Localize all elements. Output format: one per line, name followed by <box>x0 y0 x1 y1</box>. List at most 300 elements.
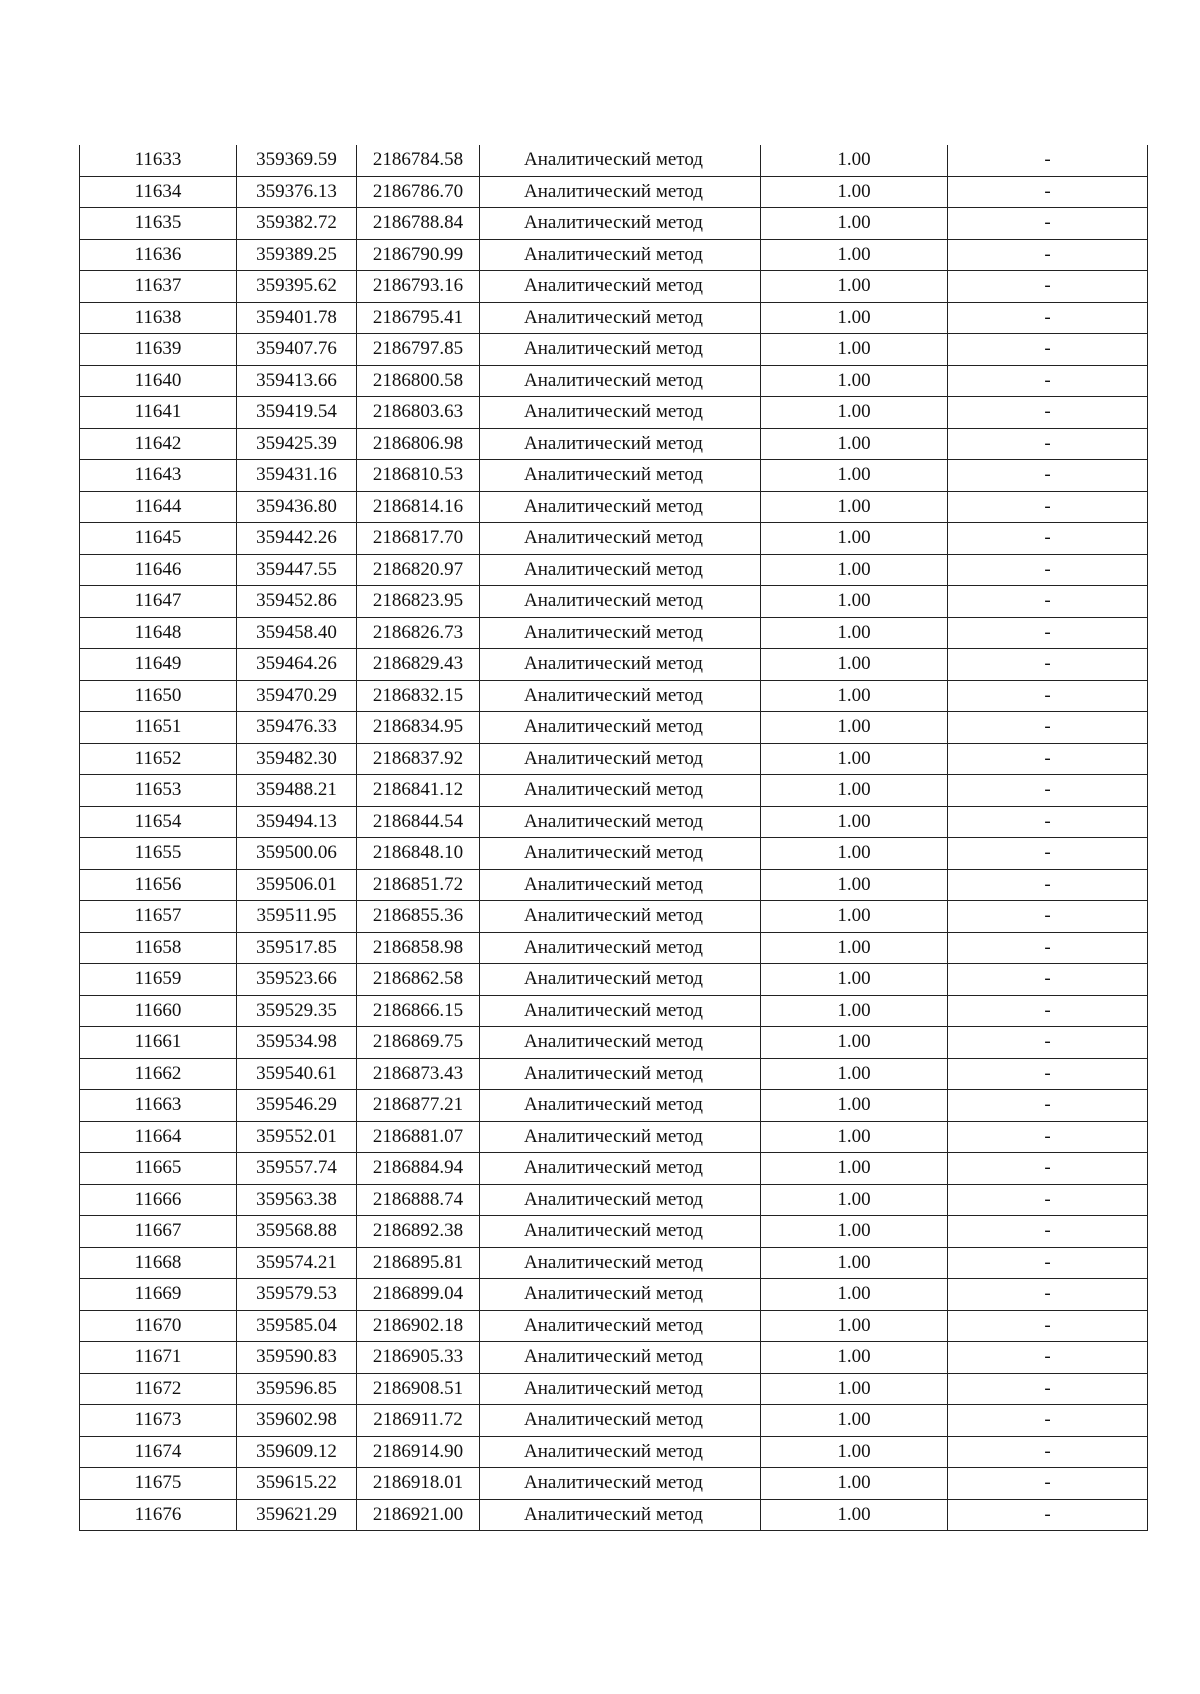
y-coordinate-cell: 2186829.43 <box>357 649 480 681</box>
accuracy-cell: 1.00 <box>761 1247 948 1279</box>
table-row <box>80 869 1148 901</box>
method-cell: Аналитический метод <box>480 176 761 208</box>
accuracy-cell: 1.00 <box>761 932 948 964</box>
point-number-cell: 11642 <box>80 428 237 460</box>
table-row <box>80 1342 1148 1374</box>
y-coordinate-cell: 2186911.72 <box>357 1405 480 1437</box>
accuracy-cell: 1.00 <box>761 554 948 586</box>
point-number-cell: 11659 <box>80 964 237 996</box>
accuracy-cell: 1.00 <box>761 208 948 240</box>
y-coordinate-cell: 2186902.18 <box>357 1310 480 1342</box>
point-number-cell: 11644 <box>80 491 237 523</box>
note-cell: - <box>948 460 1148 492</box>
x-coordinate-cell: 359488.21 <box>237 775 357 807</box>
note-cell: - <box>948 1027 1148 1059</box>
y-coordinate-cell: 2186881.07 <box>357 1121 480 1153</box>
point-number-cell: 11670 <box>80 1310 237 1342</box>
table-row <box>80 491 1148 523</box>
table-row <box>80 712 1148 744</box>
table-row <box>80 271 1148 303</box>
x-coordinate-cell: 359574.21 <box>237 1247 357 1279</box>
table-row <box>80 334 1148 366</box>
note-cell: - <box>948 1184 1148 1216</box>
y-coordinate-cell: 2186832.15 <box>357 680 480 712</box>
point-number-cell: 11666 <box>80 1184 237 1216</box>
accuracy-cell: 1.00 <box>761 680 948 712</box>
x-coordinate-cell: 359376.13 <box>237 176 357 208</box>
note-cell: - <box>948 586 1148 618</box>
point-number-cell: 11638 <box>80 302 237 334</box>
table-row <box>80 302 1148 334</box>
note-cell: - <box>948 1310 1148 1342</box>
method-cell: Аналитический метод <box>480 554 761 586</box>
table-row <box>80 176 1148 208</box>
y-coordinate-cell: 2186918.01 <box>357 1468 480 1500</box>
method-cell: Аналитический метод <box>480 649 761 681</box>
point-number-cell: 11662 <box>80 1058 237 1090</box>
x-coordinate-cell: 359621.29 <box>237 1499 357 1531</box>
y-coordinate-cell: 2186877.21 <box>357 1090 480 1122</box>
y-coordinate-cell: 2186914.90 <box>357 1436 480 1468</box>
x-coordinate-cell: 359464.26 <box>237 649 357 681</box>
table-row <box>80 964 1148 996</box>
note-cell: - <box>948 617 1148 649</box>
y-coordinate-cell: 2186797.85 <box>357 334 480 366</box>
method-cell: Аналитический метод <box>480 586 761 618</box>
accuracy-cell: 1.00 <box>761 1342 948 1374</box>
point-number-cell: 11652 <box>80 743 237 775</box>
point-number-cell: 11639 <box>80 334 237 366</box>
accuracy-cell: 1.00 <box>761 1279 948 1311</box>
accuracy-cell: 1.00 <box>761 1499 948 1531</box>
method-cell: Аналитический метод <box>480 208 761 240</box>
x-coordinate-cell: 359476.33 <box>237 712 357 744</box>
method-cell: Аналитический метод <box>480 1247 761 1279</box>
accuracy-cell: 1.00 <box>761 1216 948 1248</box>
accuracy-cell: 1.00 <box>761 397 948 429</box>
accuracy-cell: 1.00 <box>761 460 948 492</box>
accuracy-cell: 1.00 <box>761 1090 948 1122</box>
y-coordinate-cell: 2186820.97 <box>357 554 480 586</box>
x-coordinate-cell: 359458.40 <box>237 617 357 649</box>
x-coordinate-cell: 359511.95 <box>237 901 357 933</box>
point-number-cell: 11657 <box>80 901 237 933</box>
note-cell: - <box>948 1247 1148 1279</box>
method-cell: Аналитический метод <box>480 239 761 271</box>
point-number-cell: 11663 <box>80 1090 237 1122</box>
accuracy-cell: 1.00 <box>761 1153 948 1185</box>
x-coordinate-cell: 359552.01 <box>237 1121 357 1153</box>
x-coordinate-cell: 359452.86 <box>237 586 357 618</box>
table-row <box>80 1499 1148 1531</box>
table-row <box>80 649 1148 681</box>
point-number-cell: 11671 <box>80 1342 237 1374</box>
accuracy-cell: 1.00 <box>761 964 948 996</box>
table-row <box>80 995 1148 1027</box>
note-cell: - <box>948 397 1148 429</box>
note-cell: - <box>948 995 1148 1027</box>
coordinates-table <box>79 145 1148 1531</box>
point-number-cell: 11640 <box>80 365 237 397</box>
method-cell: Аналитический метод <box>480 334 761 366</box>
note-cell: - <box>948 365 1148 397</box>
accuracy-cell: 1.00 <box>761 995 948 1027</box>
method-cell: Аналитический метод <box>480 932 761 964</box>
x-coordinate-cell: 359596.85 <box>237 1373 357 1405</box>
table-row <box>80 617 1148 649</box>
method-cell: Аналитический метод <box>480 428 761 460</box>
point-number-cell: 11641 <box>80 397 237 429</box>
y-coordinate-cell: 2186855.36 <box>357 901 480 933</box>
y-coordinate-cell: 2186806.98 <box>357 428 480 460</box>
note-cell: - <box>948 271 1148 303</box>
accuracy-cell: 1.00 <box>761 869 948 901</box>
note-cell: - <box>948 869 1148 901</box>
table-row <box>80 1216 1148 1248</box>
x-coordinate-cell: 359436.80 <box>237 491 357 523</box>
x-coordinate-cell: 359579.53 <box>237 1279 357 1311</box>
note-cell: - <box>948 176 1148 208</box>
x-coordinate-cell: 359389.25 <box>237 239 357 271</box>
y-coordinate-cell: 2186837.92 <box>357 743 480 775</box>
note-cell: - <box>948 964 1148 996</box>
table-row <box>80 1436 1148 1468</box>
x-coordinate-cell: 359563.38 <box>237 1184 357 1216</box>
accuracy-cell: 1.00 <box>761 334 948 366</box>
x-coordinate-cell: 359413.66 <box>237 365 357 397</box>
x-coordinate-cell: 359602.98 <box>237 1405 357 1437</box>
x-coordinate-cell: 359407.76 <box>237 334 357 366</box>
y-coordinate-cell: 2186823.95 <box>357 586 480 618</box>
x-coordinate-cell: 359431.16 <box>237 460 357 492</box>
table-row <box>80 1153 1148 1185</box>
method-cell: Аналитический метод <box>480 1058 761 1090</box>
method-cell: Аналитический метод <box>480 1216 761 1248</box>
x-coordinate-cell: 359557.74 <box>237 1153 357 1185</box>
y-coordinate-cell: 2186795.41 <box>357 302 480 334</box>
table-row <box>80 901 1148 933</box>
point-number-cell: 11655 <box>80 838 237 870</box>
y-coordinate-cell: 2186810.53 <box>357 460 480 492</box>
y-coordinate-cell: 2186800.58 <box>357 365 480 397</box>
x-coordinate-cell: 359500.06 <box>237 838 357 870</box>
point-number-cell: 11665 <box>80 1153 237 1185</box>
y-coordinate-cell: 2186908.51 <box>357 1373 480 1405</box>
point-number-cell: 11645 <box>80 523 237 555</box>
table-row <box>80 1027 1148 1059</box>
method-cell: Аналитический метод <box>480 838 761 870</box>
method-cell: Аналитический метод <box>480 271 761 303</box>
method-cell: Аналитический метод <box>480 901 761 933</box>
table-row <box>80 1468 1148 1500</box>
method-cell: Аналитический метод <box>480 397 761 429</box>
accuracy-cell: 1.00 <box>761 1184 948 1216</box>
accuracy-cell: 1.00 <box>761 1027 948 1059</box>
method-cell: Аналитический метод <box>480 1121 761 1153</box>
note-cell: - <box>948 1279 1148 1311</box>
x-coordinate-cell: 359534.98 <box>237 1027 357 1059</box>
x-coordinate-cell: 359546.29 <box>237 1090 357 1122</box>
note-cell: - <box>948 208 1148 240</box>
x-coordinate-cell: 359419.54 <box>237 397 357 429</box>
table-row <box>80 586 1148 618</box>
accuracy-cell: 1.00 <box>761 617 948 649</box>
accuracy-cell: 1.00 <box>761 1373 948 1405</box>
accuracy-cell: 1.00 <box>761 365 948 397</box>
note-cell: - <box>948 1373 1148 1405</box>
point-number-cell: 11647 <box>80 586 237 618</box>
y-coordinate-cell: 2186817.70 <box>357 523 480 555</box>
accuracy-cell: 1.00 <box>761 901 948 933</box>
accuracy-cell: 1.00 <box>761 1058 948 1090</box>
table-row <box>80 365 1148 397</box>
table-row <box>80 838 1148 870</box>
y-coordinate-cell: 2186858.98 <box>357 932 480 964</box>
table-row <box>80 1279 1148 1311</box>
note-cell: - <box>948 334 1148 366</box>
point-number-cell: 11649 <box>80 649 237 681</box>
method-cell: Аналитический метод <box>480 1373 761 1405</box>
table-row <box>80 1121 1148 1153</box>
accuracy-cell: 1.00 <box>761 806 948 838</box>
accuracy-cell: 1.00 <box>761 176 948 208</box>
point-number-cell: 11636 <box>80 239 237 271</box>
table-row <box>80 1310 1148 1342</box>
y-coordinate-cell: 2186866.15 <box>357 995 480 1027</box>
table-row <box>80 806 1148 838</box>
note-cell: - <box>948 1342 1148 1374</box>
y-coordinate-cell: 2186899.04 <box>357 1279 480 1311</box>
x-coordinate-cell: 359401.78 <box>237 302 357 334</box>
note-cell: - <box>948 1058 1148 1090</box>
method-cell: Аналитический метод <box>480 1027 761 1059</box>
x-coordinate-cell: 359395.62 <box>237 271 357 303</box>
table-row <box>80 460 1148 492</box>
x-coordinate-cell: 359529.35 <box>237 995 357 1027</box>
y-coordinate-cell: 2186851.72 <box>357 869 480 901</box>
x-coordinate-cell: 359506.01 <box>237 869 357 901</box>
note-cell: - <box>948 806 1148 838</box>
note-cell: - <box>948 649 1148 681</box>
y-coordinate-cell: 2186790.99 <box>357 239 480 271</box>
x-coordinate-cell: 359523.66 <box>237 964 357 996</box>
table-row <box>80 1090 1148 1122</box>
note-cell: - <box>948 901 1148 933</box>
y-coordinate-cell: 2186892.38 <box>357 1216 480 1248</box>
method-cell: Аналитический метод <box>480 775 761 807</box>
method-cell: Аналитический метод <box>480 1499 761 1531</box>
point-number-cell: 11675 <box>80 1468 237 1500</box>
point-number-cell: 11633 <box>80 145 237 176</box>
y-coordinate-cell: 2186834.95 <box>357 712 480 744</box>
table-row <box>80 428 1148 460</box>
point-number-cell: 11668 <box>80 1247 237 1279</box>
point-number-cell: 11648 <box>80 617 237 649</box>
x-coordinate-cell: 359585.04 <box>237 1310 357 1342</box>
table-row <box>80 932 1148 964</box>
method-cell: Аналитический метод <box>480 995 761 1027</box>
method-cell: Аналитический метод <box>480 1468 761 1500</box>
method-cell: Аналитический метод <box>480 1310 761 1342</box>
accuracy-cell: 1.00 <box>761 523 948 555</box>
accuracy-cell: 1.00 <box>761 775 948 807</box>
note-cell: - <box>948 1405 1148 1437</box>
method-cell: Аналитический метод <box>480 1279 761 1311</box>
method-cell: Аналитический метод <box>480 680 761 712</box>
method-cell: Аналитический метод <box>480 491 761 523</box>
x-coordinate-cell: 359494.13 <box>237 806 357 838</box>
method-cell: Аналитический метод <box>480 302 761 334</box>
method-cell: Аналитический метод <box>480 964 761 996</box>
note-cell: - <box>948 554 1148 586</box>
point-number-cell: 11673 <box>80 1405 237 1437</box>
x-coordinate-cell: 359382.72 <box>237 208 357 240</box>
y-coordinate-cell: 2186793.16 <box>357 271 480 303</box>
y-coordinate-cell: 2186788.84 <box>357 208 480 240</box>
note-cell: - <box>948 302 1148 334</box>
method-cell: Аналитический метод <box>480 743 761 775</box>
note-cell: - <box>948 1468 1148 1500</box>
method-cell: Аналитический метод <box>480 523 761 555</box>
y-coordinate-cell: 2186844.54 <box>357 806 480 838</box>
table-row <box>80 554 1148 586</box>
note-cell: - <box>948 680 1148 712</box>
accuracy-cell: 1.00 <box>761 271 948 303</box>
note-cell: - <box>948 932 1148 964</box>
point-number-cell: 11667 <box>80 1216 237 1248</box>
x-coordinate-cell: 359615.22 <box>237 1468 357 1500</box>
accuracy-cell: 1.00 <box>761 1468 948 1500</box>
note-cell: - <box>948 1153 1148 1185</box>
method-cell: Аналитический метод <box>480 1405 761 1437</box>
point-number-cell: 11650 <box>80 680 237 712</box>
table-row <box>80 743 1148 775</box>
method-cell: Аналитический метод <box>480 145 761 176</box>
y-coordinate-cell: 2186784.58 <box>357 145 480 176</box>
note-cell: - <box>948 1121 1148 1153</box>
note-cell: - <box>948 743 1148 775</box>
point-number-cell: 11651 <box>80 712 237 744</box>
point-number-cell: 11634 <box>80 176 237 208</box>
point-number-cell: 11637 <box>80 271 237 303</box>
accuracy-cell: 1.00 <box>761 428 948 460</box>
point-number-cell: 11654 <box>80 806 237 838</box>
method-cell: Аналитический метод <box>480 617 761 649</box>
accuracy-cell: 1.00 <box>761 1121 948 1153</box>
y-coordinate-cell: 2186921.00 <box>357 1499 480 1531</box>
x-coordinate-cell: 359425.39 <box>237 428 357 460</box>
method-cell: Аналитический метод <box>480 460 761 492</box>
x-coordinate-cell: 359568.88 <box>237 1216 357 1248</box>
x-coordinate-cell: 359442.26 <box>237 523 357 555</box>
note-cell: - <box>948 239 1148 271</box>
accuracy-cell: 1.00 <box>761 649 948 681</box>
x-coordinate-cell: 359470.29 <box>237 680 357 712</box>
x-coordinate-cell: 359447.55 <box>237 554 357 586</box>
point-number-cell: 11653 <box>80 775 237 807</box>
y-coordinate-cell: 2186895.81 <box>357 1247 480 1279</box>
y-coordinate-cell: 2186884.94 <box>357 1153 480 1185</box>
point-number-cell: 11646 <box>80 554 237 586</box>
note-cell: - <box>948 1499 1148 1531</box>
y-coordinate-cell: 2186826.73 <box>357 617 480 649</box>
y-coordinate-cell: 2186841.12 <box>357 775 480 807</box>
x-coordinate-cell: 359517.85 <box>237 932 357 964</box>
accuracy-cell: 1.00 <box>761 1436 948 1468</box>
method-cell: Аналитический метод <box>480 1090 761 1122</box>
point-number-cell: 11672 <box>80 1373 237 1405</box>
y-coordinate-cell: 2186888.74 <box>357 1184 480 1216</box>
table-row <box>80 1058 1148 1090</box>
table-row <box>80 680 1148 712</box>
x-coordinate-cell: 359540.61 <box>237 1058 357 1090</box>
method-cell: Аналитический метод <box>480 1153 761 1185</box>
note-cell: - <box>948 428 1148 460</box>
table-row <box>80 775 1148 807</box>
accuracy-cell: 1.00 <box>761 743 948 775</box>
table-row <box>80 1247 1148 1279</box>
point-number-cell: 11635 <box>80 208 237 240</box>
point-number-cell: 11643 <box>80 460 237 492</box>
note-cell: - <box>948 1090 1148 1122</box>
point-number-cell: 11658 <box>80 932 237 964</box>
accuracy-cell: 1.00 <box>761 239 948 271</box>
y-coordinate-cell: 2186905.33 <box>357 1342 480 1374</box>
accuracy-cell: 1.00 <box>761 491 948 523</box>
accuracy-cell: 1.00 <box>761 1310 948 1342</box>
x-coordinate-cell: 359482.30 <box>237 743 357 775</box>
accuracy-cell: 1.00 <box>761 302 948 334</box>
table-row <box>80 208 1148 240</box>
y-coordinate-cell: 2186786.70 <box>357 176 480 208</box>
table-row <box>80 239 1148 271</box>
method-cell: Аналитический метод <box>480 1342 761 1374</box>
note-cell: - <box>948 523 1148 555</box>
table-body <box>80 145 1148 1531</box>
point-number-cell: 11660 <box>80 995 237 1027</box>
accuracy-cell: 1.00 <box>761 1405 948 1437</box>
accuracy-cell: 1.00 <box>761 838 948 870</box>
note-cell: - <box>948 145 1148 176</box>
method-cell: Аналитический метод <box>480 1184 761 1216</box>
y-coordinate-cell: 2186869.75 <box>357 1027 480 1059</box>
point-number-cell: 11676 <box>80 1499 237 1531</box>
method-cell: Аналитический метод <box>480 806 761 838</box>
method-cell: Аналитический метод <box>480 365 761 397</box>
note-cell: - <box>948 1436 1148 1468</box>
method-cell: Аналитический метод <box>480 869 761 901</box>
y-coordinate-cell: 2186803.63 <box>357 397 480 429</box>
point-number-cell: 11674 <box>80 1436 237 1468</box>
method-cell: Аналитический метод <box>480 712 761 744</box>
point-number-cell: 11669 <box>80 1279 237 1311</box>
note-cell: - <box>948 838 1148 870</box>
x-coordinate-cell: 359590.83 <box>237 1342 357 1374</box>
table-row <box>80 397 1148 429</box>
note-cell: - <box>948 712 1148 744</box>
x-coordinate-cell: 359369.59 <box>237 145 357 176</box>
accuracy-cell: 1.00 <box>761 145 948 176</box>
table-row <box>80 1373 1148 1405</box>
y-coordinate-cell: 2186873.43 <box>357 1058 480 1090</box>
table-row <box>80 1405 1148 1437</box>
x-coordinate-cell: 359609.12 <box>237 1436 357 1468</box>
note-cell: - <box>948 491 1148 523</box>
note-cell: - <box>948 1216 1148 1248</box>
note-cell: - <box>948 775 1148 807</box>
point-number-cell: 11664 <box>80 1121 237 1153</box>
point-number-cell: 11661 <box>80 1027 237 1059</box>
